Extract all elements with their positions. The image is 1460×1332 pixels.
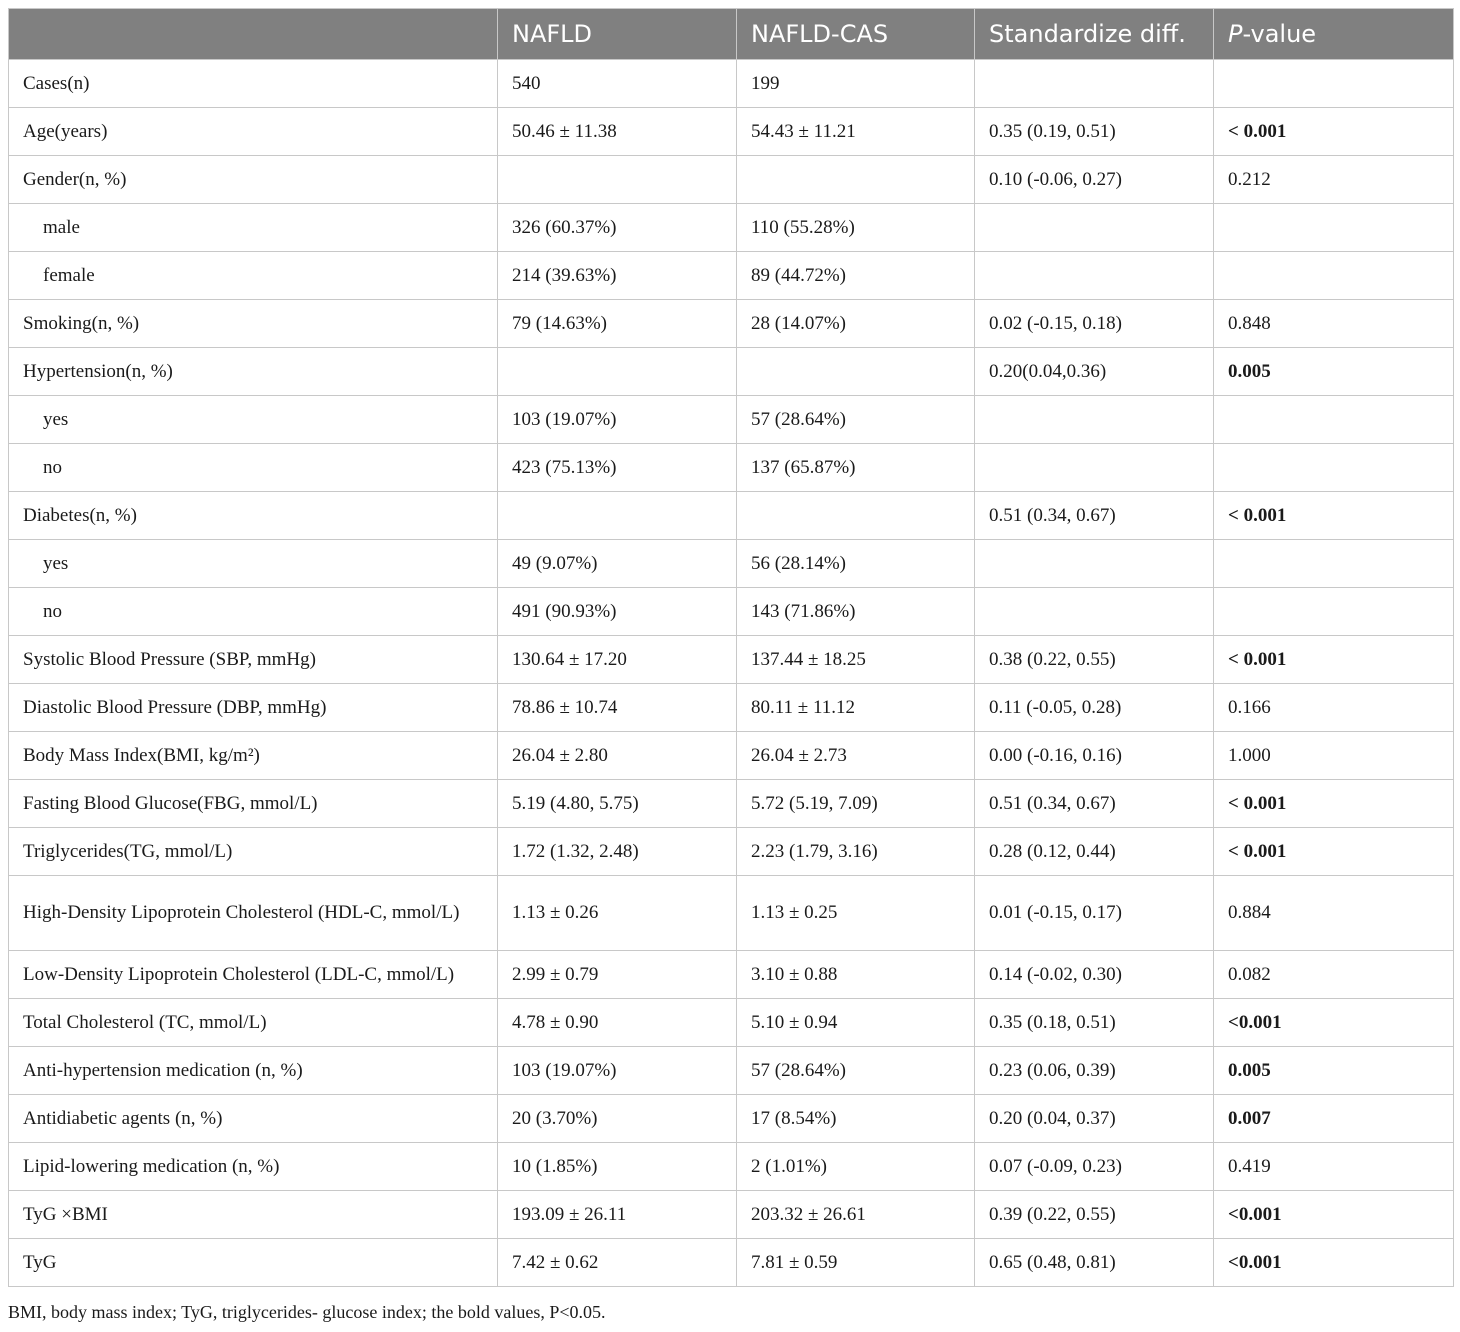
p-value: [1214, 60, 1454, 108]
p-value: 0.005: [1214, 348, 1454, 396]
row-label: Total Cholesterol (TC, mmol/L): [9, 999, 498, 1047]
nafld-value: [498, 156, 737, 204]
p-value: [1214, 540, 1454, 588]
row-label: no: [9, 444, 498, 492]
row-label: Diastolic Blood Pressure (DBP, mmHg): [9, 684, 498, 732]
header-cell-variable: [9, 9, 498, 60]
nafld-value: 49 (9.07%): [498, 540, 737, 588]
p-value: [1214, 396, 1454, 444]
standardize-diff-value: 0.20 (0.04, 0.37): [975, 1095, 1214, 1143]
header-cell-p-value: [1214, 9, 1454, 60]
nafld-cas-value: 5.10 ± 0.94: [737, 999, 975, 1047]
p-value: < 0.001: [1214, 108, 1454, 156]
nafld-cas-value: 54.43 ± 11.21: [737, 108, 975, 156]
nafld-cas-value: 57 (28.64%): [737, 1047, 975, 1095]
table-row: [9, 300, 1454, 348]
p-value: [1214, 444, 1454, 492]
p-value: [1214, 588, 1454, 636]
p-value: [1214, 252, 1454, 300]
standardize-diff-value: 0.10 (-0.06, 0.27): [975, 156, 1214, 204]
nafld-value: 2.99 ± 0.79: [498, 951, 737, 999]
table-footnote: BMI, body mass index; TyG, triglycerides- glucose index; the bold values, P<0.05.: [8, 1302, 606, 1322]
nafld-cas-value: [737, 156, 975, 204]
p-value: 0.005: [1214, 1047, 1454, 1095]
nafld-value: 193.09 ± 26.11: [498, 1191, 737, 1239]
table-row: [9, 999, 1454, 1047]
table-row: [9, 540, 1454, 588]
row-label: Anti-hypertension medication (n, %): [9, 1047, 498, 1095]
p-value: < 0.001: [1214, 636, 1454, 684]
standardize-diff-value: 0.14 (-0.02, 0.30): [975, 951, 1214, 999]
row-label: TyG: [9, 1239, 498, 1287]
row-label: no: [9, 588, 498, 636]
nafld-cas-value: 56 (28.14%): [737, 540, 975, 588]
row-label: Hypertension(n, %): [9, 348, 498, 396]
p-value: < 0.001: [1214, 828, 1454, 876]
row-label: Body Mass Index(BMI, kg/m²): [9, 732, 498, 780]
nafld-cas-value: 57 (28.64%): [737, 396, 975, 444]
table-row: [9, 780, 1454, 828]
standardize-diff-value: 0.07 (-0.09, 0.23): [975, 1143, 1214, 1191]
nafld-cas-value: 2.23 (1.79, 3.16): [737, 828, 975, 876]
standardize-diff-value: [975, 60, 1214, 108]
table-row: [9, 1047, 1454, 1095]
p-value: [1214, 204, 1454, 252]
nafld-cas-value: [737, 348, 975, 396]
standardize-diff-value: 0.35 (0.18, 0.51): [975, 999, 1214, 1047]
table-row: [9, 444, 1454, 492]
row-label: High-Density Lipoprotein Cholesterol (HDL-C, mmol/L): [9, 876, 498, 951]
row-label: Triglycerides(TG, mmol/L): [9, 828, 498, 876]
nafld-cas-value: 5.72 (5.19, 7.09): [737, 780, 975, 828]
nafld-value: 20 (3.70%): [498, 1095, 737, 1143]
row-label: Low-Density Lipoprotein Cholesterol (LDL-C, mmol/L): [9, 951, 498, 999]
p-value: <0.001: [1214, 999, 1454, 1047]
header-cell-nafld: NAFLD: [498, 9, 737, 60]
standardize-diff-value: 0.38 (0.22, 0.55): [975, 636, 1214, 684]
nafld-value: 26.04 ± 2.80: [498, 732, 737, 780]
row-label: Systolic Blood Pressure (SBP, mmHg): [9, 636, 498, 684]
row-label: yes: [9, 540, 498, 588]
table-row: [9, 492, 1454, 540]
nafld-cas-value: 17 (8.54%): [737, 1095, 975, 1143]
table-row: [9, 951, 1454, 999]
row-label: Antidiabetic agents (n, %): [9, 1095, 498, 1143]
table-row: [9, 1239, 1454, 1287]
table-row: [9, 396, 1454, 444]
standardize-diff-value: 0.23 (0.06, 0.39): [975, 1047, 1214, 1095]
nafld-value: 130.64 ± 17.20: [498, 636, 737, 684]
row-label: Gender(n, %): [9, 156, 498, 204]
p-value: 0.166: [1214, 684, 1454, 732]
nafld-value: 214 (39.63%): [498, 252, 737, 300]
table-row: [9, 156, 1454, 204]
nafld-value: 1.72 (1.32, 2.48): [498, 828, 737, 876]
row-label: yes: [9, 396, 498, 444]
table-row: [9, 636, 1454, 684]
nafld-value: 103 (19.07%): [498, 396, 737, 444]
standardize-diff-value: [975, 396, 1214, 444]
nafld-value: 423 (75.13%): [498, 444, 737, 492]
standardize-diff-value: 0.35 (0.19, 0.51): [975, 108, 1214, 156]
header-cell-nafld-cas: NAFLD-CAS: [737, 9, 975, 60]
p-value-suffix: -value: [1242, 20, 1317, 48]
row-label: Fasting Blood Glucose(FBG, mmol/L): [9, 780, 498, 828]
row-label: Cases(n): [9, 60, 498, 108]
standardize-diff-value: [975, 588, 1214, 636]
nafld-cas-value: 26.04 ± 2.73: [737, 732, 975, 780]
standardize-diff-value: 0.51 (0.34, 0.67): [975, 492, 1214, 540]
nafld-value: 79 (14.63%): [498, 300, 737, 348]
row-label: Lipid-lowering medication (n, %): [9, 1143, 498, 1191]
standardize-diff-value: 0.00 (-0.16, 0.16): [975, 732, 1214, 780]
nafld-cas-value: [737, 492, 975, 540]
row-label: male: [9, 204, 498, 252]
p-value: 1.000: [1214, 732, 1454, 780]
header-row: [9, 9, 1454, 60]
table-row: [9, 252, 1454, 300]
table-row: [9, 828, 1454, 876]
table-row: [9, 1095, 1454, 1143]
nafld-cas-value: 89 (44.72%): [737, 252, 975, 300]
nafld-cas-value: 137 (65.87%): [737, 444, 975, 492]
nafld-value: 4.78 ± 0.90: [498, 999, 737, 1047]
table-row: [9, 732, 1454, 780]
table-body: [9, 60, 1454, 1287]
table-row: [9, 348, 1454, 396]
baseline-characteristics-table: [8, 8, 1454, 1287]
table-row: [9, 60, 1454, 108]
p-value: 0.848: [1214, 300, 1454, 348]
table-row: [9, 876, 1454, 951]
p-value: 0.082: [1214, 951, 1454, 999]
table-row: [9, 204, 1454, 252]
row-label: Smoking(n, %): [9, 300, 498, 348]
p-value: 0.419: [1214, 1143, 1454, 1191]
table-row: [9, 108, 1454, 156]
nafld-cas-value: 7.81 ± 0.59: [737, 1239, 975, 1287]
nafld-cas-value: 199: [737, 60, 975, 108]
nafld-cas-value: 28 (14.07%): [737, 300, 975, 348]
standardize-diff-value: 0.51 (0.34, 0.67): [975, 780, 1214, 828]
p-value: <0.001: [1214, 1239, 1454, 1287]
standardize-diff-value: [975, 444, 1214, 492]
standardize-diff-value: [975, 204, 1214, 252]
nafld-cas-value: 80.11 ± 11.12: [737, 684, 975, 732]
p-value: 0.007: [1214, 1095, 1454, 1143]
header-cell-standardize-diff: Standardize diff.: [975, 9, 1214, 60]
nafld-value: 1.13 ± 0.26: [498, 876, 737, 951]
nafld-value: 5.19 (4.80, 5.75): [498, 780, 737, 828]
nafld-cas-value: 110 (55.28%): [737, 204, 975, 252]
standardize-diff-value: [975, 540, 1214, 588]
nafld-cas-value: 137.44 ± 18.25: [737, 636, 975, 684]
table-row: [9, 1143, 1454, 1191]
nafld-value: 103 (19.07%): [498, 1047, 737, 1095]
standardize-diff-value: 0.02 (-0.15, 0.18): [975, 300, 1214, 348]
table-row: [9, 588, 1454, 636]
standardize-diff-value: 0.65 (0.48, 0.81): [975, 1239, 1214, 1287]
p-value: 0.884: [1214, 876, 1454, 951]
nafld-cas-value: 143 (71.86%): [737, 588, 975, 636]
p-value: <0.001: [1214, 1191, 1454, 1239]
nafld-cas-value: 1.13 ± 0.25: [737, 876, 975, 951]
row-label: Diabetes(n, %): [9, 492, 498, 540]
table-row: [9, 684, 1454, 732]
nafld-value: 50.46 ± 11.38: [498, 108, 737, 156]
standardize-diff-value: 0.20(0.04,0.36): [975, 348, 1214, 396]
row-label: Age(years): [9, 108, 498, 156]
standardize-diff-value: [975, 252, 1214, 300]
nafld-value: 491 (90.93%): [498, 588, 737, 636]
standardize-diff-value: 0.11 (-0.05, 0.28): [975, 684, 1214, 732]
nafld-value: 326 (60.37%): [498, 204, 737, 252]
standardize-diff-value: 0.01 (-0.15, 0.17): [975, 876, 1214, 951]
p-value: < 0.001: [1214, 492, 1454, 540]
nafld-value: 78.86 ± 10.74: [498, 684, 737, 732]
row-label: female: [9, 252, 498, 300]
nafld-value: 10 (1.85%): [498, 1143, 737, 1191]
standardize-diff-value: 0.39 (0.22, 0.55): [975, 1191, 1214, 1239]
nafld-cas-value: 2 (1.01%): [737, 1143, 975, 1191]
nafld-value: [498, 492, 737, 540]
nafld-value: 540: [498, 60, 737, 108]
nafld-cas-value: 203.32 ± 26.61: [737, 1191, 975, 1239]
standardize-diff-value: 0.28 (0.12, 0.44): [975, 828, 1214, 876]
p-italic: P: [1228, 20, 1243, 48]
table-container: [8, 8, 1453, 1287]
p-value: 0.212: [1214, 156, 1454, 204]
p-value: < 0.001: [1214, 780, 1454, 828]
row-label: TyG ×BMI: [9, 1191, 498, 1239]
nafld-value: [498, 348, 737, 396]
nafld-value: 7.42 ± 0.62: [498, 1239, 737, 1287]
table-row: [9, 1191, 1454, 1239]
nafld-cas-value: 3.10 ± 0.88: [737, 951, 975, 999]
